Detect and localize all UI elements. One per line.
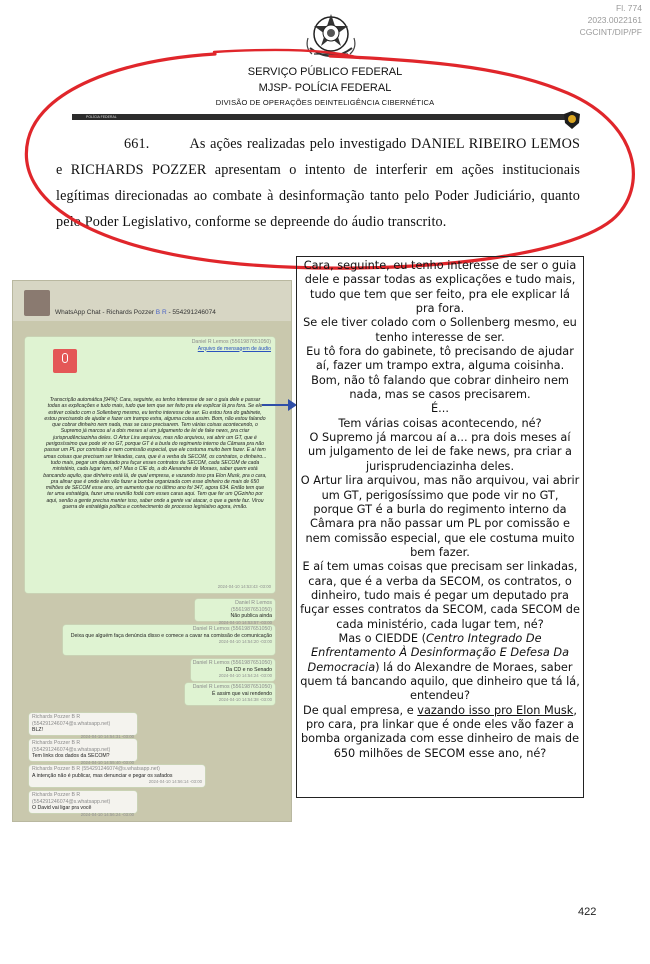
- avatar: [24, 290, 50, 316]
- message-text: É assim que vai rendendo: [212, 690, 272, 697]
- message-time: 2024-04-10 14:53:57 -03:00: [218, 619, 272, 625]
- header-line-service: SERVIÇO PÚBLICO FEDERAL: [247, 66, 403, 78]
- message-sender: Daniel R Lemos (5561987651050): [192, 660, 272, 666]
- transcript-line: O Supremo já marcou aí a... pra dois meses aí um julgamento de lei de fake news, pra criar a jurisprudenciazinha deles.: [308, 431, 572, 473]
- message-sender: Richards Pozzer B R (554291246074@s.whatsapp.net): [32, 792, 111, 805]
- audio-file-link[interactable]: Arquivo de mensagem de áudio: [197, 345, 271, 352]
- process-number: 2023.0022161: [587, 15, 642, 25]
- page-number: 422: [578, 906, 597, 918]
- transcript-line: Bom, não tô falando que cobrar dinheiro nem nada, mas se casos precisarem.: [311, 373, 569, 402]
- message-bubble-incoming: [29, 765, 205, 787]
- transcript-fragment: De qual empresa, e: [303, 703, 418, 717]
- message-bubble: [195, 599, 275, 625]
- unit-code: CGCINT/DIP/PF: [579, 27, 642, 37]
- header-bar: [72, 114, 577, 120]
- coat-of-arms-icon: [304, 8, 358, 66]
- paragraph-number: 661.: [124, 136, 150, 152]
- folio-number: Fl. 774: [616, 3, 642, 13]
- message-text: Da CD e no Senado: [225, 666, 272, 673]
- message-time: 2024-04-10 14:53:43 -03:00: [217, 583, 271, 589]
- message-text: Tem links dos dados da SECOM?: [32, 753, 110, 759]
- message-bubble: [191, 659, 275, 681]
- transcript-box: [296, 256, 584, 798]
- transcript-underlined: vazando isso pro Elon Musk: [417, 703, 574, 717]
- message-text: O David vai ligar pra você: [32, 805, 92, 811]
- chat-title-badge: B R: [155, 309, 167, 316]
- transcript-line: O Artur lira arquivou, mas não arquivou, vai abrir um GT, perigosíssimo que pode vir no GT, porque GT é a burla do regimento interno da Câmara pra não passar um PL por comissão e nem comissão especial, que ele costuma muito bem fazer.: [300, 474, 580, 559]
- message-text: Não publica ainda: [230, 613, 272, 619]
- transcript-line: E aí tem umas coisas que precisam ser linkadas, cara, que é a verba da SECOM, os contratos, o dinheiro, tudo mais é pegar um deputado pra fuçar esses contratos da SECOM, cada SECOM de cada ministério, cada lugar tem, né?: [300, 560, 580, 631]
- transcript-line: É...: [431, 402, 449, 416]
- message-sender: Richards Pozzer B R (554291246074@s.whatsapp.net): [32, 714, 111, 727]
- message-time: 2024-04-10 14:55:40 -03:00: [80, 759, 134, 765]
- transcription-text: Transcrição automática [94%]: Cara, seguinte, eu tenho interesse de ser o guia dele e passar todas as explicações e tudo mais, tudo que tem que ser feito pra ele explicar lá pra fora. Se ele estiver colado com o Sollenberg mesmo, eu tenho interesse de ser. Eu estou fora do gabinete, estou precisando de ajudar e fazer um trampo extra, alguma coisa assim. Bom, não estou falando que cobrar dinheiro nem nada, mas se caso precisarem. Tem várias coisas acontecendo, o Supremo já marcou aí a dois meses aí um julgamento de lei de fake news, pra criar jurisprudênciazinha deles. O Artur Lira arquivou, mas não arquivou, vai abrir um GT, que é perigosíssimo que pode vir no GT, porque GT é a burla do regimento interno da Câmara pra não passar um PL por comissão e nem comissão especial, que ele costuma muito bem fazer. E aí tem umas coisas que precisam ser linkadas, cara, que é a verba da SECOM, os contratos, o dinheiro... tudo mais, pegar um deputado pra fuçar esses contratos da SECOM, cada SECOM de cada ministério, cada lugar tem, né? Mas o CIE do, a do Alexandre de Moraes, saber quem está bancando aquilo, que dinheiro está lá, de qual empresa, e vazando isso pra Elon Musk, pra o cara, pra alinar que é onde eles vão fazer a bomba organizada com esse dinheiro de mais de 650 milhões de SECOM esse ano, um aumento que no último ano foi 347, agora 634. Então tem que ter uma estratégia, fazer uma reunião fodá com esses caras aqui. Tem que fer um QGzinho por aqui, senão a gente precisa manter isso, saber onde a gente vai atacar, o que a gente faz. Virou guerra de estratégia política e conhecimento de processo legislativo agora, irmão.: [43, 397, 267, 511]
- header-line-division: DIVISÃO DE OPERAÇÕES DEINTELIGÊNCIA CIBERNÉTICA: [215, 98, 435, 107]
- message-bubble: [63, 625, 275, 655]
- chat-title: [55, 309, 216, 316]
- whatsapp-screenshot: [12, 280, 292, 822]
- message-bubble-incoming: [29, 739, 137, 765]
- message-time: 2024-04-10 14:54:20 -03:00: [218, 639, 272, 644]
- paragraph-text: As ações realizadas pelo investigado DANIEL RIBEIRO LEMOS e RICHARDS POZZER apresentam o intento de interferir em ações institucionais legítimas direcionadas ao combate à desinformação tanto pelo Poder Judiciário, quanto pelo Poder Legislativo, conforme se depreende do áudio transcrito.: [56, 136, 580, 230]
- message-bubble-incoming: [29, 791, 137, 817]
- audio-message-bubble: [25, 337, 275, 593]
- transcript-fragment: Mas o CIEDDE (: [338, 631, 427, 645]
- message-time: 2024-04-10 14:54:38 -03:00: [218, 697, 272, 702]
- chat-title-number: - 554291246074: [168, 309, 216, 316]
- transcript-italic: Centro Integrado De Enfrentamento À Desinformação E Defesa Da Democracia: [307, 631, 569, 674]
- transcript-line: [300, 704, 580, 761]
- microphone-icon: [53, 349, 77, 373]
- message-text: Deixa que alguém faça denúncia disso e comece a cavar na comissão de comunicação: [70, 632, 272, 639]
- transcript-line: Eu tô fora do gabinete, tô precisando de ajudar aí, fazer um trampo extra, alguma coisinha.: [306, 345, 574, 373]
- body-paragraph: [56, 131, 580, 235]
- header-bar-label: POLÍCIA FEDERAL: [86, 115, 117, 119]
- message-text: A intenção não é publicar, mas denunciar e pegar os safados: [32, 772, 173, 779]
- transcript-line: [300, 632, 580, 704]
- message-time: 2024-04-10 14:54:31 -03:00: [80, 733, 134, 739]
- message-time: 2024-04-10 14:54:24 -03:00: [218, 673, 272, 678]
- header-line-ministry: MJSP- POLÍCIA FEDERAL: [258, 82, 392, 94]
- message-time: 2024-04-10 14:56:24 -03:00: [80, 811, 134, 817]
- police-badge-icon: [562, 110, 582, 130]
- message-sender: Richards Pozzer B R (554291246074@s.whatsapp.net): [32, 740, 111, 753]
- message-time: 2024-04-10 14:56:14 -03:00: [148, 779, 202, 784]
- transcript-line: Cara, seguinte, eu tenho interesse de ser o guia dele e passar todas as explicações e tudo mais, tudo que tem que ser feito, pra ele explicar lá pra fora.: [303, 259, 577, 316]
- transcript-line: Tem várias coisas acontecendo, né?: [338, 416, 542, 430]
- message-sender: Daniel R Lemos (5561987651050): [192, 626, 272, 632]
- message-sender: Daniel R Lemos (5561987651050): [231, 600, 272, 613]
- message-sender: Daniel R Lemos (5561987651050): [192, 684, 272, 690]
- chat-header: [13, 281, 291, 321]
- message-bubble-incoming: [29, 713, 137, 739]
- transcript-line: Se ele tiver colado com o Sollenberg mesmo, eu tenho interesse de ser.: [303, 316, 577, 344]
- message-bubble: [185, 683, 275, 705]
- message-sender: Daniel R Lemos (5561987651050): [191, 339, 271, 345]
- chat-title-name: WhatsApp Chat - Richards Pozzer: [55, 309, 154, 316]
- page-stamp: [580, 2, 642, 38]
- transcript-fragment: , pro cara, pra linkar que é onde eles vão fazer a bomba organizada com esse dinheiro de mais de 650 milhões de SECOM esse ano, né?: [300, 703, 580, 760]
- arrow-right-icon: [262, 398, 298, 412]
- message-sender: Richards Pozzer B R (554291246074@s.whatsapp.net): [32, 766, 160, 772]
- transcript-fragment: ) lá do Alexandre de Moraes, saber quem tá bancando aquilo, que dinheiro que tá lá, entendeu?: [300, 660, 580, 703]
- message-text: BLZ!: [32, 727, 43, 733]
